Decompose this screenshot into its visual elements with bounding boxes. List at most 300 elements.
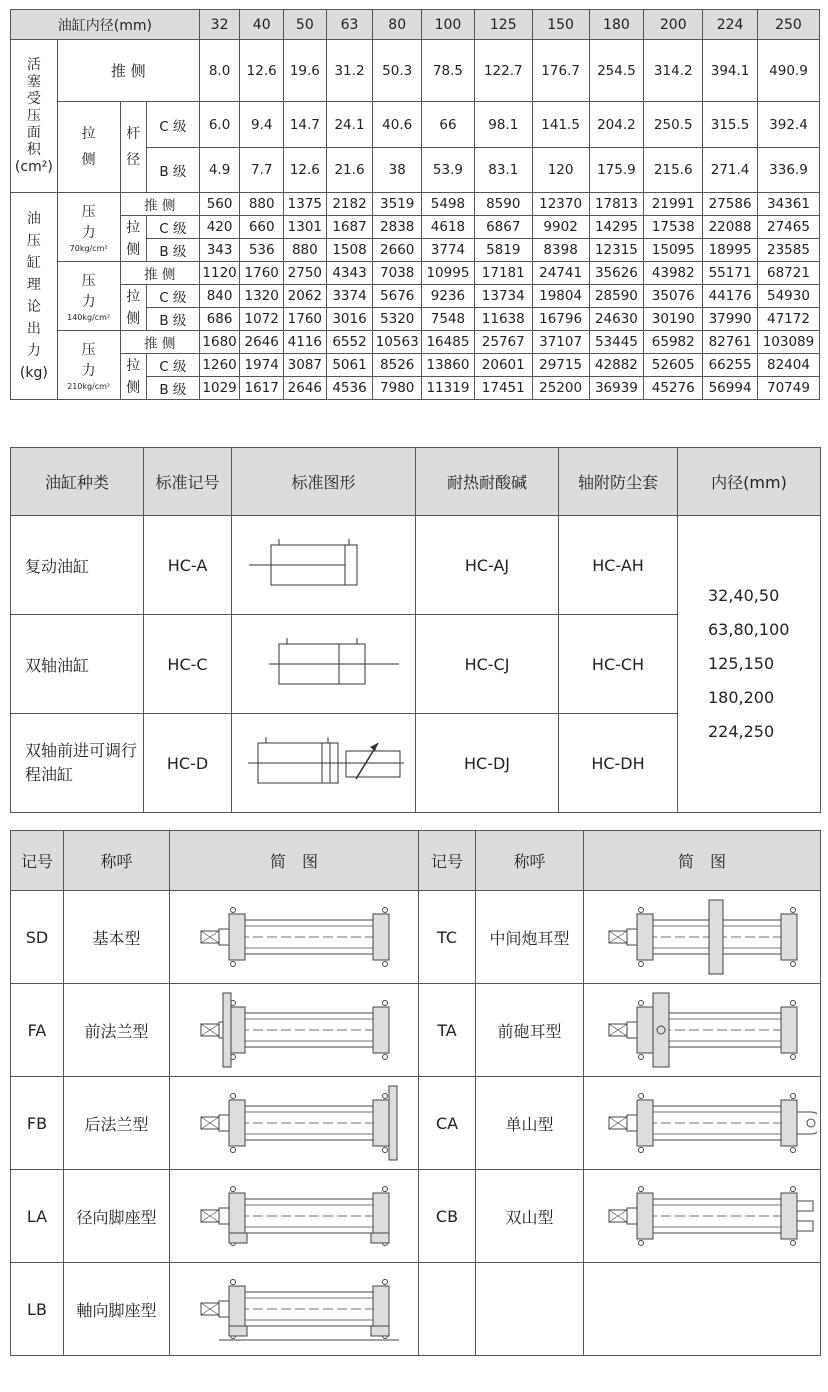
mount-name: 单山型 — [476, 1077, 584, 1170]
force-row — [11, 285, 820, 308]
force-cell: 11638 — [474, 308, 532, 331]
bore-value: 250 — [757, 10, 819, 40]
area-label-char: 受 — [26, 90, 41, 107]
cylinder-fb-drawing — [179, 1084, 409, 1162]
mount-row — [11, 984, 821, 1077]
mount-code: FA — [11, 984, 64, 1077]
bore-header-row — [11, 10, 820, 40]
force-cell: 1301 — [284, 216, 327, 239]
area-pull-c-row — [11, 102, 820, 148]
force-cell: 13734 — [474, 285, 532, 308]
area-cell: 40.6 — [373, 102, 422, 148]
force-label-char: 理 — [26, 277, 41, 293]
pressure-label-char: 压 — [81, 203, 96, 220]
force-cell: 24630 — [589, 308, 644, 331]
force-cell: 17181 — [474, 262, 532, 285]
force-cell: 9902 — [532, 216, 589, 239]
col-header: 内径(mm) — [678, 448, 821, 516]
heat-resistant-code: HC-CJ — [416, 615, 559, 714]
rod-diameter-label — [120, 102, 146, 193]
force-cell: 4343 — [326, 262, 373, 285]
cylinder-la-drawing — [179, 1177, 409, 1255]
force-cell: 3016 — [326, 308, 373, 331]
pressure-value: 210kg/cm² — [67, 381, 111, 391]
force-cell: 52605 — [644, 354, 703, 377]
force-row — [11, 331, 820, 354]
area-cell: 98.1 — [474, 102, 532, 148]
force-cell: 23585 — [757, 239, 819, 262]
force-cell: 4116 — [284, 331, 327, 354]
grade-c-label: C 级 — [147, 285, 200, 308]
force-cell: 13860 — [422, 354, 475, 377]
bore-range: 125,150 — [708, 654, 775, 673]
symbol-double-acting — [232, 516, 416, 615]
force-cell: 54930 — [757, 285, 819, 308]
standard-code: HC-A — [144, 516, 232, 615]
cylinder-cb-drawing — [587, 1177, 817, 1255]
force-cell: 16485 — [422, 331, 475, 354]
standard-code: HC-D — [144, 714, 232, 813]
force-row — [11, 193, 820, 216]
type-header-row — [11, 448, 821, 516]
force-cell: 1974 — [240, 354, 284, 377]
force-cell: 45276 — [644, 377, 703, 400]
symbol-adjustable-stroke — [232, 714, 416, 813]
force-cell: 7038 — [373, 262, 422, 285]
area-cell: 314.2 — [644, 40, 703, 102]
pressure-label — [57, 193, 120, 262]
pressure-label-char: 力 — [81, 224, 96, 241]
force-row — [11, 262, 820, 285]
force-cell: 880 — [284, 239, 327, 262]
cylinder-fa-drawing — [179, 991, 409, 1069]
col-header-diagram: 简 图 — [170, 831, 419, 891]
force-row — [11, 354, 820, 377]
pull-side-char: 侧 — [81, 152, 96, 168]
mount-diagram — [584, 891, 821, 984]
bore-range: 224,250 — [708, 722, 775, 741]
area-cell: 38 — [373, 148, 422, 193]
bore-header-label: 油缸内径(mm) — [11, 10, 200, 40]
force-cell: 103089 — [757, 331, 819, 354]
pull-side-label — [120, 354, 146, 400]
force-cell: 5676 — [373, 285, 422, 308]
force-cell: 8398 — [532, 239, 589, 262]
force-cell: 24741 — [532, 262, 589, 285]
force-cell: 1029 — [199, 377, 240, 400]
area-cell: 24.1 — [326, 102, 373, 148]
cylinder-ca-drawing — [587, 1084, 817, 1162]
force-cell: 82761 — [703, 331, 758, 354]
area-unit: (cm²) — [14, 158, 53, 175]
force-cell: 15095 — [644, 239, 703, 262]
area-label — [11, 40, 58, 193]
mount-diagram — [170, 1263, 419, 1356]
area-cell: 7.7 — [240, 148, 284, 193]
force-cell: 19804 — [532, 285, 589, 308]
pull-side-char: 侧 — [126, 310, 141, 327]
mount-code: TA — [419, 984, 476, 1077]
pull-side-char: 拉 — [81, 126, 96, 142]
force-cell: 25200 — [532, 377, 589, 400]
force-cell: 660 — [240, 216, 284, 239]
pull-side-label — [120, 216, 146, 262]
force-cell: 8526 — [373, 354, 422, 377]
force-cell: 1375 — [284, 193, 327, 216]
mount-code — [419, 1263, 476, 1356]
area-label-char: 面 — [26, 124, 41, 141]
cylinder-type: 双轴油缸 — [11, 615, 144, 714]
force-cell: 21991 — [644, 193, 703, 216]
area-cell: 392.4 — [757, 102, 819, 148]
area-cell: 250.5 — [644, 102, 703, 148]
force-label-char: 力 — [26, 343, 41, 359]
bore-range: 63,80,100 — [708, 620, 790, 639]
force-cell: 686 — [199, 308, 240, 331]
area-cell: 122.7 — [474, 40, 532, 102]
area-cell: 12.6 — [284, 148, 327, 193]
force-cell: 66255 — [703, 354, 758, 377]
area-cell: 175.9 — [589, 148, 644, 193]
cylinder-ta-drawing — [587, 991, 817, 1069]
area-cell: 204.2 — [589, 102, 644, 148]
area-cell: 21.6 — [326, 148, 373, 193]
force-cell: 16796 — [532, 308, 589, 331]
pressure-label-char: 压 — [81, 341, 96, 358]
force-cell: 42882 — [589, 354, 644, 377]
mount-diagram — [170, 1077, 419, 1170]
pull-side-char: 拉 — [126, 288, 141, 305]
force-label-char: 油 — [26, 211, 41, 227]
mount-diagram — [170, 891, 419, 984]
mount-diagram — [584, 984, 821, 1077]
mounting-type-table — [10, 830, 821, 1356]
mount-diagram — [584, 1263, 821, 1356]
standard-code: HC-C — [144, 615, 232, 714]
area-cell: 254.5 — [589, 40, 644, 102]
col-header: 耐热耐酸碱 — [416, 448, 559, 516]
area-cell: 19.6 — [284, 40, 327, 102]
area-cell: 6.0 — [199, 102, 240, 148]
cylinder-type: 复动油缸 — [11, 516, 144, 615]
force-cell: 8590 — [474, 193, 532, 216]
area-cell: 215.6 — [644, 148, 703, 193]
mount-name: 中间炮耳型 — [476, 891, 584, 984]
force-cell: 5819 — [474, 239, 532, 262]
mount-name: 前砲耳型 — [476, 984, 584, 1077]
force-cell: 10995 — [422, 262, 475, 285]
force-row — [11, 216, 820, 239]
pressure-label-char: 压 — [81, 272, 96, 289]
grade-b-label: B 级 — [147, 377, 200, 400]
cylinder-tc-drawing — [587, 898, 817, 976]
force-cell: 18995 — [703, 239, 758, 262]
force-cell: 1260 — [199, 354, 240, 377]
force-cell: 11319 — [422, 377, 475, 400]
pull-side-char: 侧 — [126, 241, 141, 258]
mount-diagram — [170, 1170, 419, 1263]
force-cell: 44176 — [703, 285, 758, 308]
push-side-label: 推 侧 — [120, 193, 199, 216]
pull-side-char: 拉 — [126, 219, 141, 236]
grade-b-label: B 级 — [147, 148, 200, 193]
force-cell: 17538 — [644, 216, 703, 239]
col-header-code: 记号 — [419, 831, 476, 891]
force-cell: 43982 — [644, 262, 703, 285]
force-cell: 3374 — [326, 285, 373, 308]
col-header-diagram: 简 图 — [584, 831, 821, 891]
area-cell: 83.1 — [474, 148, 532, 193]
push-side-label: 推 侧 — [120, 262, 199, 285]
force-cell: 3087 — [284, 354, 327, 377]
force-cell: 82404 — [757, 354, 819, 377]
mount-header-row — [11, 831, 821, 891]
area-label-char: 积 — [26, 141, 41, 158]
heat-resistant-code: HC-AJ — [416, 516, 559, 615]
col-header-name: 称呼 — [64, 831, 170, 891]
force-cell: 1072 — [240, 308, 284, 331]
cylinder-type: 双轴前进可调行程油缸 — [11, 714, 144, 813]
force-cell: 536 — [240, 239, 284, 262]
force-cell: 2182 — [326, 193, 373, 216]
mount-name — [476, 1263, 584, 1356]
grade-c-label: C 级 — [147, 216, 200, 239]
area-label-char: 塞 — [26, 73, 41, 90]
force-cell: 4618 — [422, 216, 475, 239]
force-cell: 1680 — [199, 331, 240, 354]
area-cell: 14.7 — [284, 102, 327, 148]
area-cell: 141.5 — [532, 102, 589, 148]
force-cell: 1508 — [326, 239, 373, 262]
grade-c-label: C 级 — [147, 354, 200, 377]
rod-diameter-char: 杆 — [126, 126, 141, 142]
mount-row — [11, 1170, 821, 1263]
force-cell: 34361 — [757, 193, 819, 216]
force-cell: 25767 — [474, 331, 532, 354]
dust-cover-code: HC-DH — [559, 714, 678, 813]
push-side-label: 推 侧 — [57, 40, 199, 102]
force-cell: 27465 — [757, 216, 819, 239]
area-cell: 336.9 — [757, 148, 819, 193]
bore-list — [678, 516, 821, 813]
force-cell: 3519 — [373, 193, 422, 216]
grade-b-label: B 级 — [147, 308, 200, 331]
pressure-label — [57, 331, 120, 400]
force-cell: 1320 — [240, 285, 284, 308]
mount-code: TC — [419, 891, 476, 984]
force-cell: 2062 — [284, 285, 327, 308]
force-cell: 840 — [199, 285, 240, 308]
mount-rows — [11, 891, 821, 1356]
mount-code: CB — [419, 1170, 476, 1263]
force-cell: 65982 — [644, 331, 703, 354]
cylinder-type-table — [10, 447, 821, 813]
pull-side-label — [57, 102, 120, 193]
area-cell: 9.4 — [240, 102, 284, 148]
force-cell: 20601 — [474, 354, 532, 377]
force-cell: 10563 — [373, 331, 422, 354]
pressure-value: 140kg/cm² — [67, 312, 111, 322]
force-cell: 70749 — [757, 377, 819, 400]
area-cell: 176.7 — [532, 40, 589, 102]
force-label-char: 出 — [26, 321, 41, 337]
cylinder-sd-drawing — [179, 898, 409, 976]
bore-value: 200 — [644, 10, 703, 40]
mount-code: LA — [11, 1170, 64, 1263]
mount-code: SD — [11, 891, 64, 984]
area-cell: 31.2 — [326, 40, 373, 102]
area-cell: 120 — [532, 148, 589, 193]
mount-name: 軸向脚座型 — [64, 1263, 170, 1356]
force-cell: 1760 — [240, 262, 284, 285]
mount-row — [11, 1077, 821, 1170]
bore-value: 50 — [284, 10, 327, 40]
force-cell: 35626 — [589, 262, 644, 285]
force-cell: 27586 — [703, 193, 758, 216]
force-cell: 3774 — [422, 239, 475, 262]
mount-diagram — [584, 1077, 821, 1170]
bore-value: 32 — [199, 10, 240, 40]
force-cell: 68721 — [757, 262, 819, 285]
force-cell: 1687 — [326, 216, 373, 239]
mount-code: FB — [11, 1077, 64, 1170]
force-cell: 47172 — [757, 308, 819, 331]
force-cell: 22088 — [703, 216, 758, 239]
force-cell: 2646 — [240, 331, 284, 354]
bore-range: 32,40,50 — [708, 586, 780, 605]
force-label-char: 论 — [26, 299, 41, 315]
force-cell: 5498 — [422, 193, 475, 216]
force-cell: 12315 — [589, 239, 644, 262]
force-rows — [11, 193, 820, 400]
push-side-label: 推 侧 — [120, 331, 199, 354]
pressure-label — [57, 262, 120, 331]
bore-range: 180,200 — [708, 688, 775, 707]
pull-side-char: 拉 — [126, 357, 141, 374]
force-cell: 2838 — [373, 216, 422, 239]
force-cell: 5320 — [373, 308, 422, 331]
mount-row — [11, 1263, 821, 1356]
grade-b-label: B 级 — [147, 239, 200, 262]
force-cell: 4536 — [326, 377, 373, 400]
force-cell: 343 — [199, 239, 240, 262]
force-cell: 28590 — [589, 285, 644, 308]
force-label — [11, 193, 58, 400]
col-header: 轴附防尘套 — [559, 448, 678, 516]
bore-value: 180 — [589, 10, 644, 40]
symbol-double-rod — [232, 615, 416, 714]
area-label-char: 压 — [26, 107, 41, 124]
cylinder-lb-drawing — [179, 1270, 409, 1348]
force-cell: 30190 — [644, 308, 703, 331]
mount-row — [11, 891, 821, 984]
force-cell: 6867 — [474, 216, 532, 239]
mount-name: 径向脚座型 — [64, 1170, 170, 1263]
area-cell: 53.9 — [422, 148, 475, 193]
force-cell: 17451 — [474, 377, 532, 400]
force-cell: 12370 — [532, 193, 589, 216]
rod-diameter-char: 径 — [126, 152, 141, 168]
col-header: 标准图形 — [232, 448, 416, 516]
force-cell: 7548 — [422, 308, 475, 331]
bore-value: 125 — [474, 10, 532, 40]
pull-side-label — [120, 285, 146, 331]
mount-name: 双山型 — [476, 1170, 584, 1263]
force-cell: 36939 — [589, 377, 644, 400]
force-cell: 35076 — [644, 285, 703, 308]
area-cell: 78.5 — [422, 40, 475, 102]
col-header: 油缸种类 — [11, 448, 144, 516]
mount-code: CA — [419, 1077, 476, 1170]
force-cell: 1760 — [284, 308, 327, 331]
area-cell: 50.3 — [373, 40, 422, 102]
area-cell: 490.9 — [757, 40, 819, 102]
col-header: 标准记号 — [144, 448, 232, 516]
force-cell: 37107 — [532, 331, 589, 354]
area-cell: 66 — [422, 102, 475, 148]
area-label-char: 活 — [26, 56, 41, 73]
dust-cover-code: HC-CH — [559, 615, 678, 714]
force-cell: 5061 — [326, 354, 373, 377]
bore-value: 150 — [532, 10, 589, 40]
heat-resistant-code: HC-DJ — [416, 714, 559, 813]
force-cell: 53445 — [589, 331, 644, 354]
area-cell: 4.9 — [199, 148, 240, 193]
force-label-char: 压 — [26, 233, 41, 249]
mount-diagram — [584, 1170, 821, 1263]
force-cell: 2750 — [284, 262, 327, 285]
force-cell: 6552 — [326, 331, 373, 354]
force-cell: 29715 — [532, 354, 589, 377]
bore-value: 40 — [240, 10, 284, 40]
force-cell: 7980 — [373, 377, 422, 400]
force-cell: 560 — [199, 193, 240, 216]
force-cell: 55171 — [703, 262, 758, 285]
bore-value: 80 — [373, 10, 422, 40]
force-cell: 880 — [240, 193, 284, 216]
bore-value: 224 — [703, 10, 758, 40]
force-cell: 420 — [199, 216, 240, 239]
mount-code: LB — [11, 1263, 64, 1356]
force-cell: 56994 — [703, 377, 758, 400]
area-cell: 12.6 — [240, 40, 284, 102]
mount-name: 前法兰型 — [64, 984, 170, 1077]
type-row — [11, 516, 821, 615]
area-cell: 271.4 — [703, 148, 758, 193]
force-cell: 1120 — [199, 262, 240, 285]
area-cell: 315.5 — [703, 102, 758, 148]
dust-cover-code: HC-AH — [559, 516, 678, 615]
col-header-code: 记号 — [11, 831, 64, 891]
area-cell: 394.1 — [703, 40, 758, 102]
force-cell: 14295 — [589, 216, 644, 239]
force-cell: 9236 — [422, 285, 475, 308]
bore-value: 63 — [326, 10, 373, 40]
col-header-name: 称呼 — [476, 831, 584, 891]
force-label-char: 缸 — [26, 255, 41, 271]
bore-value: 100 — [422, 10, 475, 40]
mount-name: 后法兰型 — [64, 1077, 170, 1170]
force-cell: 2660 — [373, 239, 422, 262]
pressure-value: 70kg/cm² — [69, 243, 108, 253]
mount-diagram — [170, 984, 419, 1077]
area-cell: 8.0 — [199, 40, 240, 102]
force-cell: 17813 — [589, 193, 644, 216]
grade-c-label: C 级 — [147, 102, 200, 148]
force-cell: 1617 — [240, 377, 284, 400]
force-unit: (kg) — [19, 365, 48, 381]
area-push-row — [11, 40, 820, 102]
